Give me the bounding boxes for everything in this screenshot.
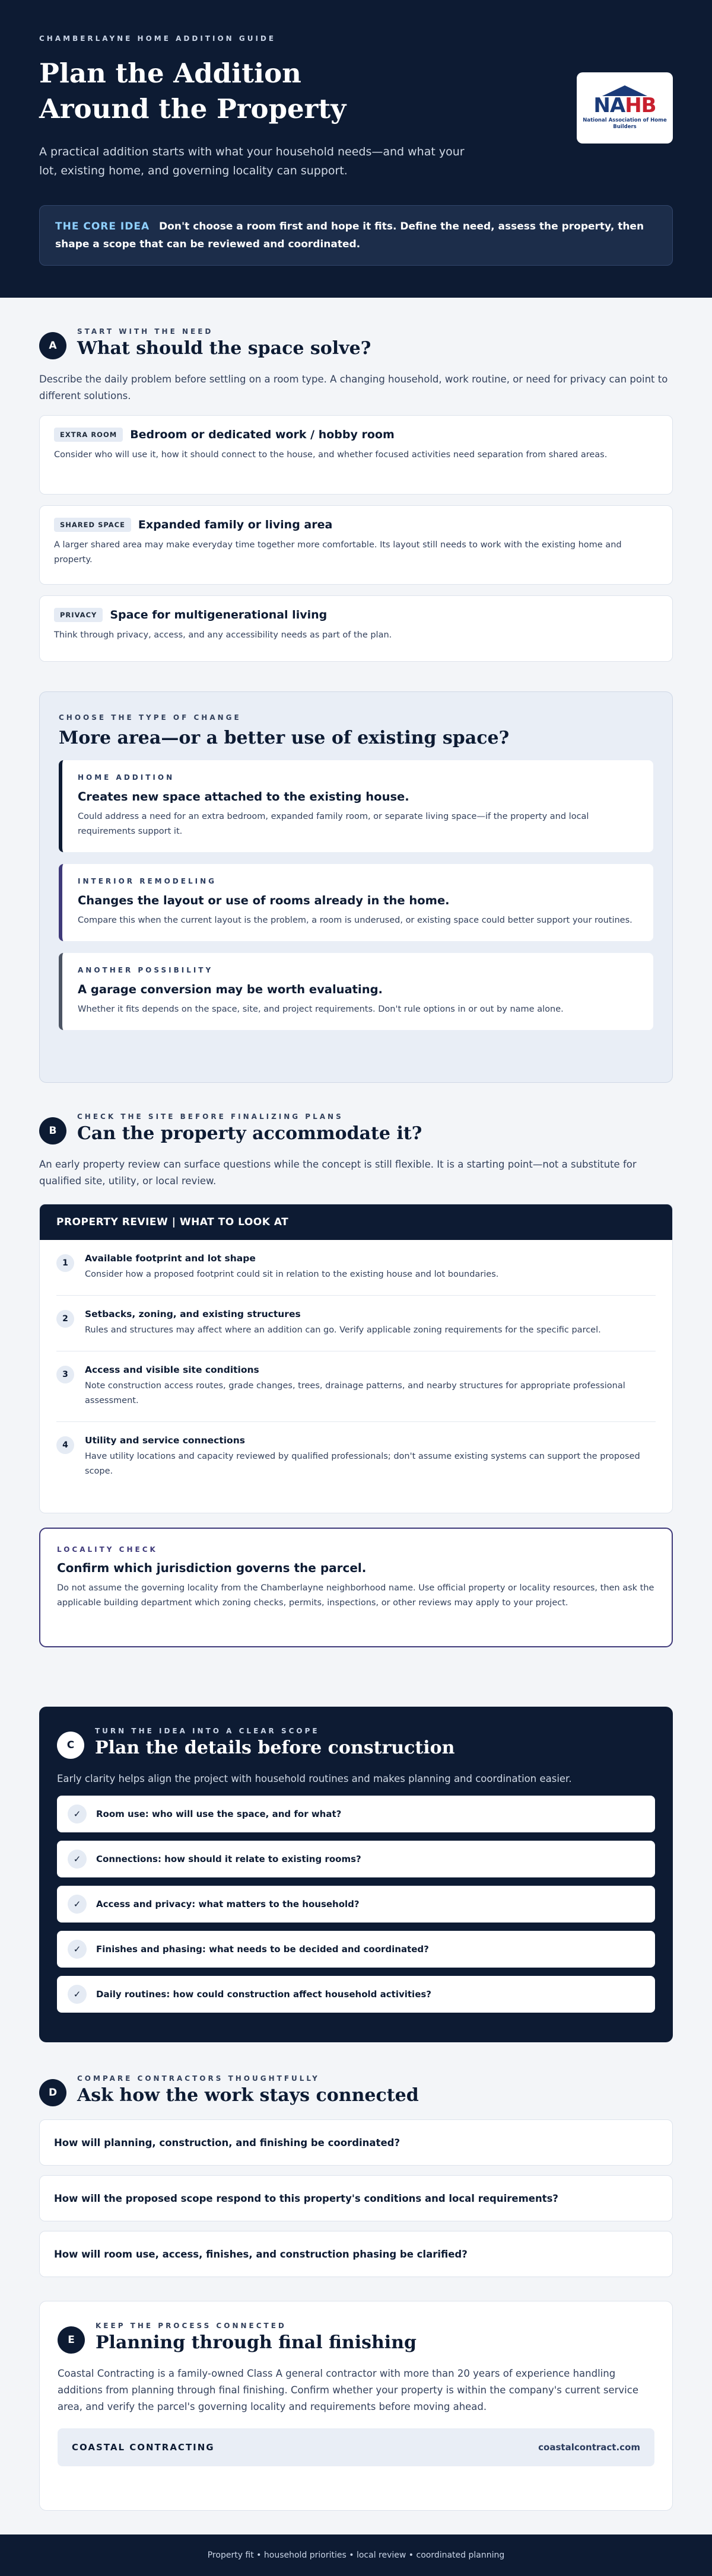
section-eyebrow: START WITH THE NEED [77,327,214,336]
change-item-eyebrow: HOME ADDITION [78,773,175,782]
review-row [56,1240,656,1296]
logo-wordmark: NAHB [593,94,656,117]
change-eyebrow: CHOOSE THE TYPE OF CHANGE [59,713,241,722]
need-chip: PRIVACY [54,608,103,622]
need-title: Bedroom or dedicated work / hobby room [130,428,395,441]
checkmark-icon: ✓ [68,1940,87,1959]
plan-lead: Early clarity helps align the project with household routines and makes planning and coordination easier. [57,1773,572,1784]
change-item-body: Whether it fits depends on the space, site, and project requirements. Don't rule options in or out by name alone. [78,1005,564,1014]
section-badge: D [39,2079,66,2106]
company-name: COASTAL CONTRACTING [72,2442,215,2453]
need-title: Space for multigenerational living [110,608,328,621]
core-idea-text: Don't choose a room first and hope it fits. Define the need, assess the property, then shape a scope that can be reviewed and coordinated. [55,221,644,250]
nahb-logo [577,72,673,144]
checkmark-icon: ✓ [68,1985,87,2004]
need-chip: EXTRA ROOM [54,428,123,442]
section-title: Plan the details before construction [95,1737,455,1758]
checkmark-icon: ✓ [68,1850,87,1869]
section-a-head [39,327,673,359]
section-c-head [57,1727,655,1759]
section-title: Can the property accommodate it? [77,1123,422,1144]
review-row [56,1351,656,1422]
section-c [39,1707,673,2042]
section-eyebrow: COMPARE CONTRACTORS THOUGHTFULLY [77,2074,320,2083]
hero-lead: A practical addition starts with what your household needs—and what your lot, existing home, and governing locality can support. [39,145,465,177]
checkmark-icon: ✓ [68,1805,87,1823]
change-item-eyebrow: ANOTHER POSSIBILITY [78,966,214,974]
review-row [56,1296,656,1351]
change-title: More area—or a better use of existing space? [59,728,510,748]
section-eyebrow: CHECK THE SITE BEFORE FINALIZING PLANS [77,1112,344,1121]
review-row [56,1422,656,1492]
review-title: Available footprint and lot shape [85,1253,256,1264]
review-body: Note construction access routes, grade changes, trees, drainage patterns, and nearby structures for appropriate professional assessment. [85,1381,625,1405]
section-e [39,2301,673,2511]
question-card: How will planning, construction, and finishing be coordinated? [39,2119,673,2166]
page-title [39,56,466,127]
section-title: Ask how the work stays connected [77,2085,419,2106]
title-line-2: Around the Property [39,93,347,125]
need-card-privacy [39,595,673,662]
change-item-title: Changes the layout or use of rooms already in the home. [78,894,450,907]
change-item-eyebrow: INTERIOR REMODELING [78,877,217,885]
section-b [39,1112,673,1647]
core-idea-tag: THE CORE IDEA [55,221,150,232]
need-chip: SHARED SPACE [54,518,131,532]
company-description: Coastal Contracting is a family-owned Class A general contractor with more than 20 years of experience handling additions from planning through final finishing. Confirm whether your property is within the company's current service area, and verify the parcel's governing locality and requirements before moving ahead. [58,2368,638,2412]
review-body: Rules and structures may affect where an addition can go. Verify applicable zoning requirements for the specific parcel. [85,1325,601,1335]
checklist-text: Access and privacy: what matters to the household? [96,1899,360,1909]
page-footer: Property fit • household priorities • local review • coordinated planning [0,2534,712,2576]
guide-eyebrow: CHAMBERLAYNE HOME ADDITION GUIDE [39,34,276,43]
need-body: Think through privacy, access, and any accessibility needs as part of the plan. [54,630,392,640]
question-card: How will the proposed scope respond to this property's conditions and local requirements? [39,2175,673,2221]
checklist-item [57,1931,655,1968]
section-badge: E [58,2326,85,2354]
checklist-item [57,1886,655,1923]
section-intro: An early property review can surface questions while the concept is still flexible. It is a starting point—not a substitute for qualified site, utility, or local review. [39,1159,637,1187]
checklist-text: Room use: who will use the space, and for what? [96,1809,342,1819]
checklist-text: Daily routines: how could construction affect household activities? [96,1989,431,2000]
locality-check-card [39,1528,673,1647]
change-item-title: Creates new space attached to the existing house. [78,790,409,804]
need-body: Consider who will use it, how it should connect to the house, and whether focused activities need separation from shared areas. [54,450,608,460]
change-item-body: Compare this when the current layout is the problem, a room is underused, or existing space could better support your routines. [78,916,632,925]
change-item-title: A garage conversion may be worth evaluating. [78,983,383,996]
need-body: A larger shared area may make everyday time together more comfortable. Its layout still needs to work with the existing home and property. [54,540,622,565]
need-title: Expanded family or living area [138,518,333,531]
change-item-body: Could address a need for an extra bedroom, expanded family room, or separate living space—if the property and local requirements support it. [78,812,589,836]
core-idea-banner [39,205,673,266]
section-eyebrow: KEEP THE PROCESS CONNECTED [96,2322,287,2330]
change-item-home-addition [59,760,653,852]
question-card: How will room use, access, finishes, and construction phasing be clarified? [39,2231,673,2277]
property-review-table [39,1204,673,1513]
need-card-shared-space [39,505,673,585]
locality-body: Do not assume the governing locality from the Chamberlayne neighborhood name. Use official property or locality resources, then ask the applicable building department which zoning checks, permits, inspections, or other reviews may apply to your project. [57,1583,654,1608]
review-body: Have utility locations and capacity reviewed by qualified professionals; don't assume existing systems can support the proposed scope. [85,1452,640,1476]
change-type-panel [39,691,673,1083]
checklist-text: Connections: how should it relate to existing rooms? [96,1854,361,1864]
hero [0,0,712,298]
section-badge: C [57,1732,84,1759]
change-item-interior-remodeling [59,864,653,941]
review-number: 3 [56,1366,74,1383]
logo-subtitle: National Association of Home Builders [583,117,667,130]
review-title: Access and visible site conditions [85,1364,259,1375]
section-e-head [58,2322,654,2354]
checkmark-icon: ✓ [68,1895,87,1914]
review-number: 4 [56,1436,74,1454]
checklist-text: Finishes and phasing: what needs to be decided and coordinated? [96,1944,429,1955]
section-badge: A [39,332,66,359]
section-title: What should the space solve? [77,338,371,359]
review-body: Consider how a proposed footprint could sit in relation to the existing house and lot boundaries. [85,1270,499,1279]
checklist-item [57,1976,655,2013]
section-b-head [39,1112,673,1144]
review-title: Setbacks, zoning, and existing structures [85,1309,301,1319]
locality-title: Confirm which jurisdiction governs the parcel. [57,1561,367,1575]
section-title: Planning through final finishing [96,2332,417,2353]
checklist-item [57,1841,655,1877]
section-a [39,327,673,662]
section-d [39,2074,673,2277]
section-badge: B [39,1117,66,1144]
contact-bar [58,2428,654,2466]
review-number: 2 [56,1310,74,1328]
review-header: PROPERTY REVIEW | WHAT TO LOOK AT [40,1204,672,1240]
review-number: 1 [56,1254,74,1272]
need-card-extra-room [39,415,673,495]
title-line-1: Plan the Addition [39,58,301,89]
review-title: Utility and service connections [85,1435,245,1446]
section-intro: Describe the daily problem before settling on a room type. A changing household, work routine, or need for privacy can point to different solutions. [39,374,668,401]
section-eyebrow: TURN THE IDEA INTO A CLEAR SCOPE [95,1727,320,1735]
change-item-garage-conversion [59,953,653,1030]
locality-eyebrow: LOCALITY CHECK [57,1545,158,1554]
checklist-item [57,1796,655,1832]
section-d-head [39,2074,673,2106]
company-website-link[interactable]: coastalcontract.com [538,2442,640,2453]
